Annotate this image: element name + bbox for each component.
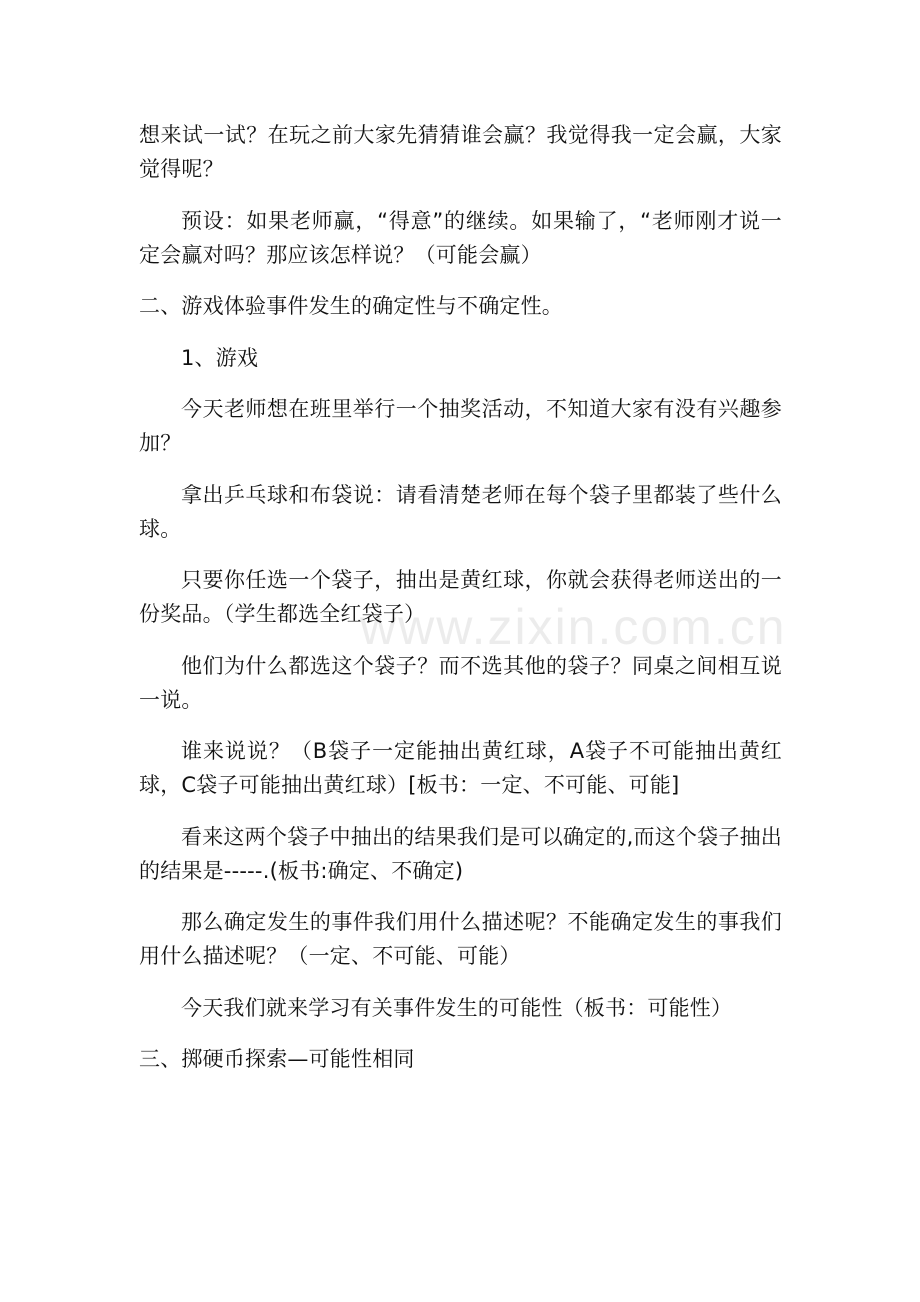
subheading-game: 1、游戏 (181, 345, 259, 370)
paragraph-9: 谁来说说？（B袋子一定能抽出黄红球，A袋子不可能抽出黄红球，C袋子可能抽出黄红球）[板书：一定、不可能、可能] (139, 739, 782, 797)
section-heading-2: 二、游戏体验事件发生的确定性与不确定性。 (139, 294, 563, 318)
paragraph-2: 预设：如果老师赢，“得意”的继续。如果输了，“老师刚才说一定会赢对吗？那应该怎样说？（可能会赢） (139, 208, 782, 267)
section-heading-3: 三、掷硬币探索—可能性相同 (139, 1047, 415, 1071)
paragraph-12: 今天我们就来学习有关事件发生的可能性（板书：可能性） (181, 995, 733, 1020)
paragraph-10: 看来这两个袋子中抽出的结果我们是可以确定的,而这个袋子抽出的结果是-----.(板书:确定、不确定) (139, 824, 782, 883)
paragraph-1: 想来试一试？在玩之前大家先猜猜谁会赢？我觉得我一定会赢，大家觉得呢？ (139, 123, 782, 181)
paragraph-11: 那么确定发生的事件我们用什么描述呢？不能确定发生的事我们用什么描述呢？（一定、不可能、可能） (139, 910, 782, 968)
paragraph-7: 只要你任选一个袋子，抽出是黄红球，你就会获得老师送出的一份奖品。（学生都选全红袋子） (139, 568, 782, 626)
paragraph-5: 今天老师想在班里举行一个抽奖活动，不知道大家有没有兴趣参加？ (139, 397, 782, 455)
watermark-text: www.zixin.com.cn (360, 599, 787, 655)
document-body (139, 118, 782, 1094)
paragraph-8: 他们为什么都选这个袋子？而不选其他的袋子？同桌之间相互说一说。 (139, 653, 782, 712)
paragraph-6: 拿出乒乓球和布袋说：请看清楚老师在每个袋子里都装了些什么球。 (139, 482, 782, 541)
